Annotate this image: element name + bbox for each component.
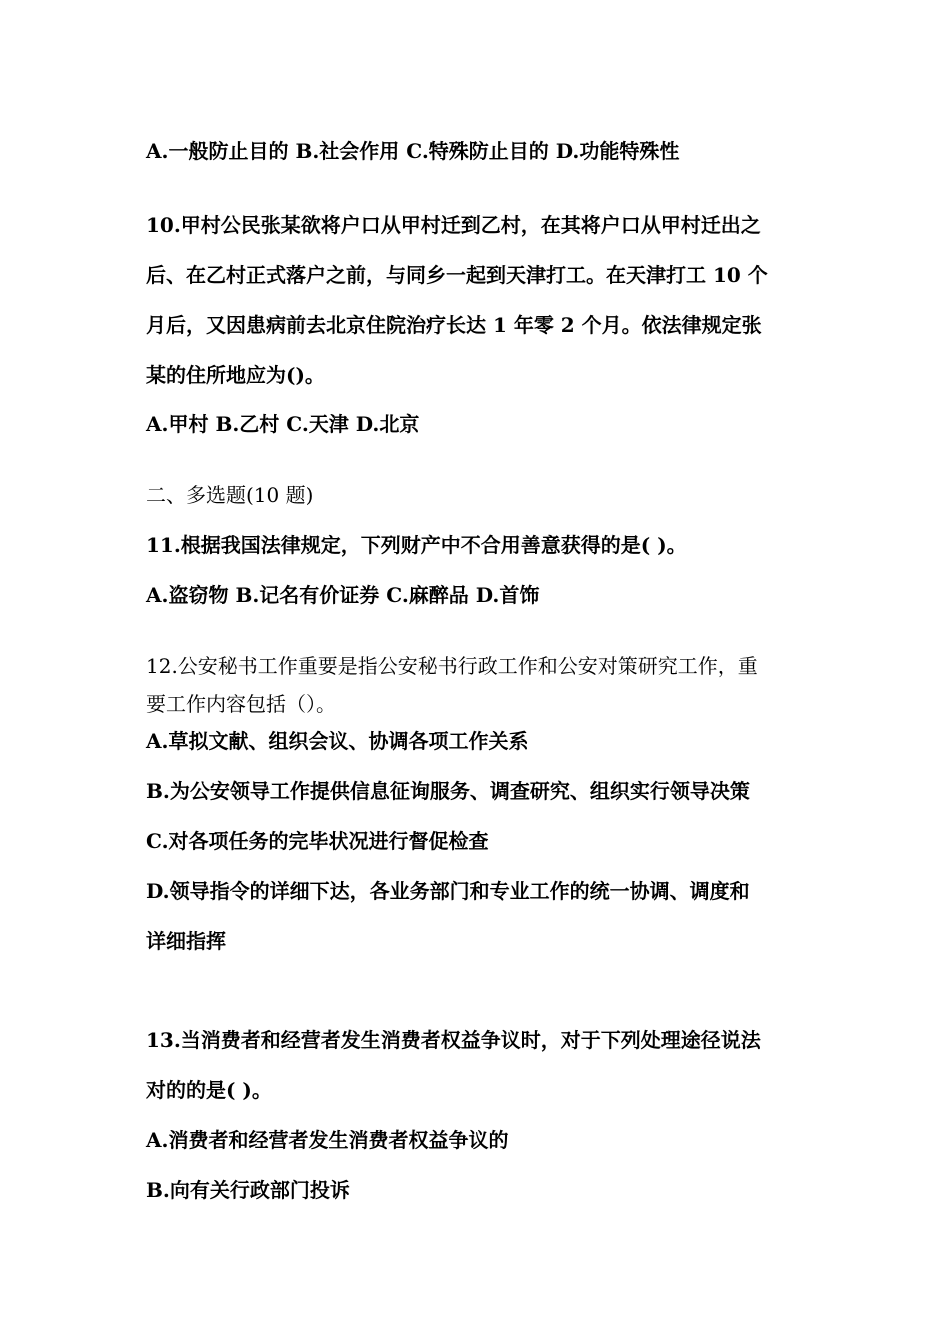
q12-option-d-line-1: D.领导指令的详细下达，各业务部门和专业工作的统一协调、调度和 xyxy=(146,879,750,903)
q12-stem-line-1: 12.公安秘书工作重要是指公安秘书行政工作和公安对策研究工作，重 xyxy=(146,654,758,678)
q12-stem-line-2: 要工作内容包括（）。 xyxy=(146,692,336,716)
q10-options: A.甲村 B.乙村 C.天津 D.北京 xyxy=(146,412,420,436)
q10-stem-line-4: 某的住所地应为()。 xyxy=(146,363,325,387)
q12-option-a: A.草拟文献、组织会议、协调各项工作关系 xyxy=(146,729,529,753)
q13-stem-line-2: 对的的是( )。 xyxy=(146,1078,272,1102)
q11-options: A.盗窃物 B.记名有价证券 C.麻醉品 D.首饰 xyxy=(146,583,540,607)
q9-options: A.一般防止目的 B.社会作用 C.特殊防止目的 D.功能特殊性 xyxy=(146,139,680,163)
q13-option-a: A.消费者和经营者发生消费者权益争议的 xyxy=(146,1128,509,1152)
q10-stem-line-3: 月后，又因患病前去北京住院治疗长达 1 年零 2 个月。依法律规定张 xyxy=(146,313,762,337)
section-heading-multiple-choice: 二、多选题(10 题) xyxy=(146,483,314,507)
q13-option-b: B.向有关行政部门投诉 xyxy=(146,1178,350,1202)
q10-stem-line-1: 10.甲村公民张某欲将户口从甲村迁到乙村，在其将户口从甲村迁出之 xyxy=(146,213,761,237)
q10-stem-line-2: 后、在乙村正式落户之前，与同乡一起到天津打工。在天津打工 10 个 xyxy=(146,263,768,287)
q12-option-d-line-2: 详细指挥 xyxy=(146,929,226,953)
q12-option-c: C.对各项任务的完毕状况进行督促检查 xyxy=(146,829,489,853)
q11-stem: 11.根据我国法律规定，下列财产中不合用善意获得的是( )。 xyxy=(146,533,687,557)
q12-option-b: B.为公安领导工作提供信息征询服务、调查研究、组织实行领导决策 xyxy=(146,779,750,803)
q13-stem-line-1: 13.当消费者和经营者发生消费者权益争议时，对于下列处理途径说法 xyxy=(146,1028,761,1052)
